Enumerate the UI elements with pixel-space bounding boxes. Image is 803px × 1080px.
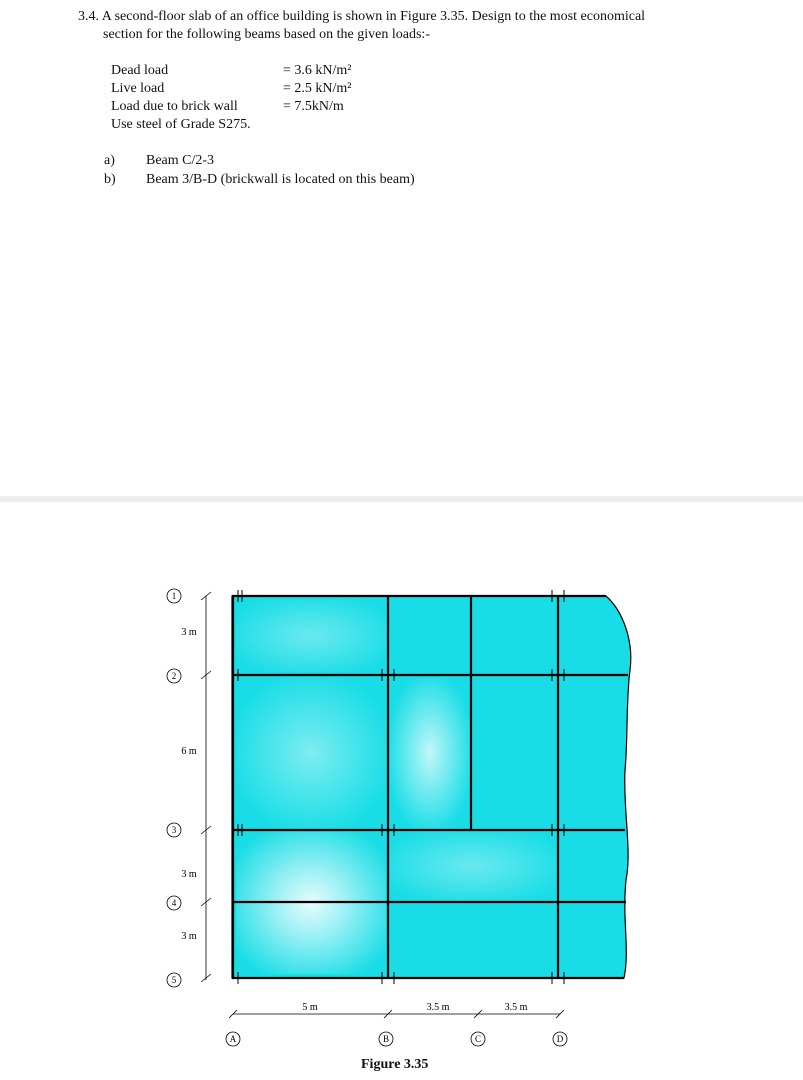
problem-line-1: 3.4. A second-floor slab of an office building is shown in Figure 3.35. Design to the most economical xyxy=(78,9,646,24)
load-value-live: = 2.5 kN/m² xyxy=(283,81,352,96)
row-label-2: 2 xyxy=(171,671,177,681)
col-spacing-b-c: 3.5 m xyxy=(426,1002,450,1013)
col-label-a: A xyxy=(229,1034,237,1044)
row-label-3: 3 xyxy=(171,825,177,835)
row-spacing-1-2: 3 m xyxy=(181,627,197,638)
col-label-c: C xyxy=(474,1034,482,1044)
item-text-a: Beam C/2-3 xyxy=(146,153,215,168)
vertical-dimension-line xyxy=(201,592,211,982)
panel-b3-d4 xyxy=(390,832,556,900)
steel-grade: Use steel of Grade S275. xyxy=(111,117,251,132)
row-spacing-3-4: 3 m xyxy=(181,869,197,880)
panel-a1-b2 xyxy=(236,600,386,672)
problem-line-2: section for the following beams based on the given loads:- xyxy=(103,27,430,42)
load-value-dead: = 3.6 kN/m² xyxy=(283,63,352,78)
row-grid-bubbles xyxy=(167,589,181,987)
panel-b2-c3 xyxy=(390,678,470,828)
col-spacing-labels xyxy=(302,1002,527,1013)
load-label-live: Live load xyxy=(111,81,165,96)
figure-caption: Figure 3.35 xyxy=(361,1057,429,1072)
col-spacing-a-b: 5 m xyxy=(302,1002,318,1013)
col-label-d: D xyxy=(556,1034,564,1044)
item-mark-a: a) xyxy=(104,153,115,168)
col-spacing-c-d: 3.5 m xyxy=(504,1002,528,1013)
item-text-b: Beam 3/B-D (brickwall is located on this beam) xyxy=(146,172,415,187)
row-label-5: 5 xyxy=(171,975,177,985)
panel-a2-b3 xyxy=(236,678,386,828)
row-spacing-labels xyxy=(181,627,197,942)
load-label-dead: Dead load xyxy=(111,63,169,78)
row-spacing-2-3: 6 m xyxy=(181,746,197,757)
item-mark-b: b) xyxy=(104,172,116,187)
row-label-4: 4 xyxy=(171,898,177,908)
load-label-wall: Load due to brick wall xyxy=(111,99,238,114)
row-label-1: 1 xyxy=(171,591,177,601)
col-grid-bubbles xyxy=(226,1032,567,1046)
row-spacing-4-5: 3 m xyxy=(181,931,197,942)
load-value-wall: = 7.5kN/m xyxy=(283,99,344,114)
col-label-b: B xyxy=(382,1034,390,1044)
